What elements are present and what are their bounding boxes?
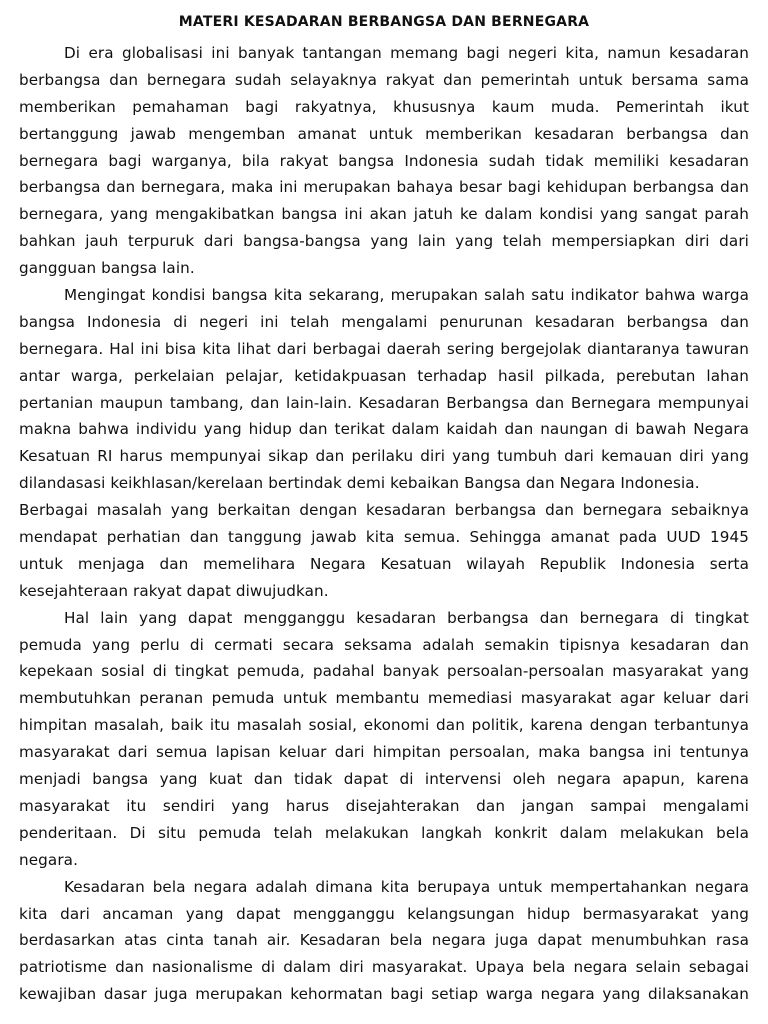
text-line: untuk menjaga dan memelihara Negara Kesatuan wilayah Republik Indonesia serta (19, 554, 749, 573)
text-line: masyarakat dari semua lapisan keluar dari himpitan persoalan, maka bangsa ini tentunya (19, 743, 749, 762)
text-line: kewajiban dasar juga merupakan kehormatan bagi setiap warga negara yang dilaksanakan (19, 985, 749, 1004)
text-line: himpitan masalah, baik itu masalah sosial, ekonomi dan politik, karena dengan terbantunya (19, 716, 749, 735)
text-line: Kesadaran bela negara adalah dimana kita berupaya untuk mempertahankan negara (64, 877, 749, 896)
text-line: pemuda yang perlu di cermati secara seksama adalah semakin tipisnya kesadaran dan (19, 635, 749, 654)
text-line: bangsa Indonesia di negeri ini telah mengalami penurunan kesadaran berbangsa dan (19, 312, 749, 331)
text-line: Kesatuan RI harus mempunyai sikap dan perilaku diri yang tumbuh dari kemauan diri yang (19, 447, 749, 466)
text-line: berbangsa dan bernegara sudah selayaknya rakyat dan pemerintah untuk bersama sama (19, 70, 749, 89)
text-line: kesejahteraan rakyat dapat diwujudkan. (19, 581, 329, 600)
text-line: bahkan jauh terpuruk dari bangsa-bangsa yang lain yang telah mempersiapkan diri dari (19, 232, 749, 251)
text-line: Berbagai masalah yang berkaitan dengan kesadaran berbangsa dan bernegara sebaiknya (19, 501, 749, 520)
document-body (19, 40, 749, 1008)
text-line: bertanggung jawab mengemban amanat untuk memberikan kesadaran berbangsa dan (19, 124, 749, 143)
text-line: menjadi bangsa yang kuat dan tidak dapat di intervensi oleh negara apapun, karena (19, 770, 749, 789)
text-line: kepekaan sosial di tingkat pemuda, padahal banyak persoalan-persoalan masyarakat yang (19, 662, 749, 681)
text-line: bernegara. Hal ini bisa kita lihat dari berbagai daerah sering bergejolak diantaranya tawuran (19, 339, 749, 358)
text-line: Di era globalisasi ini banyak tantangan memang bagi negeri kita, namun kesadaran (64, 44, 749, 62)
text-line: masyarakat itu sendiri yang harus disejahterakan dan jangan sampai mengalami (19, 796, 749, 815)
text-line: bernegara, yang mengakibatkan bangsa ini akan jatuh ke dalam kondisi yang sangat parah (19, 205, 749, 224)
text-line: bernegara bagi warganya, bila rakyat bangsa Indonesia sudah tidak memiliki kesadaran (19, 151, 749, 170)
text-line: Mengingat kondisi bangsa kita sekarang, merupakan salah satu indikator bahwa warga (64, 286, 749, 305)
text-line: antar warga, perkelaian pelajar, ketidakpuasan terhadap hasil pilkada, perebutan lahan (19, 366, 749, 385)
text-line: Hal lain yang dapat mengganggu kesadaran berbangsa dan bernegara di tingkat (64, 608, 749, 627)
text-line: negara. (19, 850, 78, 869)
text-line: gangguan bangsa lain. (19, 259, 195, 278)
text-line: berdasarkan atas cinta tanah air. Kesadaran bela negara juga dapat menumbuhkan rasa (19, 931, 749, 950)
text-line: penderitaan. Di situ pemuda telah melakukan langkah konkrit dalam melakukan bela (19, 823, 749, 842)
document-title: MATERI KESADARAN BERBANGSA DAN BERNEGARA (178, 14, 590, 30)
text-line: dilandasasi keikhlasan/kerelaan bertindak demi kebaikan Bangsa dan Negara Indonesia. (19, 474, 700, 493)
text-line: patriotisme dan nasionalisme di dalam diri masyarakat. Upaya bela negara selain sebagai (19, 958, 749, 977)
text-line: kita dari ancaman yang dapat mengganggu kelangsungan hidup bermasyarakat yang (19, 904, 749, 923)
text-line: memberikan pemahaman bagi rakyatnya, khususnya kaum muda. Pemerintah ikut (19, 97, 749, 116)
text-line: mendapat perhatian dan tanggung jawab kita semua. Sehingga amanat pada UUD 1945 (19, 528, 749, 547)
text-line: makna bahwa individu yang hidup dan terikat dalam kaidah dan naungan di bawah Negara (19, 420, 749, 439)
text-line: berbangsa dan bernegara, maka ini merupakan bahaya besar bagi kehidupan berbangsa dan (19, 178, 749, 197)
text-line: pertanian maupun tambang, dan lain-lain. Kesadaran Berbangsa dan Bernegara mempunyai (19, 393, 749, 412)
text-line: membutuhkan peranan pemuda untuk membantu memediasi masyarakat agar keluar dari (19, 689, 749, 708)
